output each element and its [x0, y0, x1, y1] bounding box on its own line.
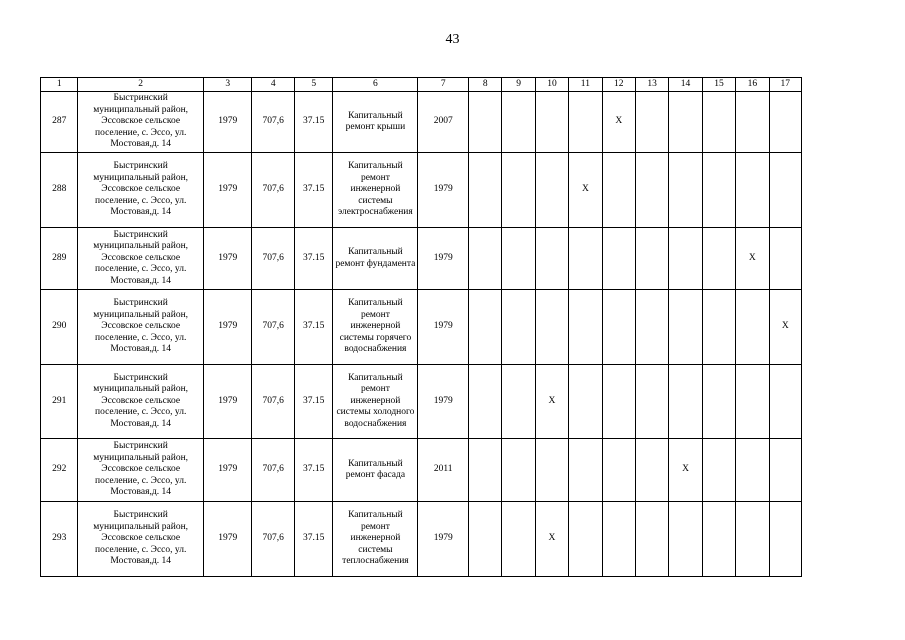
row-number: 292 — [41, 439, 78, 502]
area-cell: 707,6 — [252, 365, 295, 439]
period-mark-cell — [635, 92, 668, 153]
build-year-cell: 1979 — [203, 228, 252, 290]
wear-cell: 37.15 — [294, 228, 332, 290]
area-cell: 707,6 — [252, 290, 295, 365]
table-row — [41, 290, 802, 365]
row-number: 288 — [41, 153, 78, 228]
period-mark-cell — [769, 92, 801, 153]
column-header: 5 — [294, 78, 332, 92]
table-row — [41, 502, 802, 577]
period-mark-cell — [569, 92, 602, 153]
period-mark-cell — [635, 153, 668, 228]
period-mark-cell — [736, 365, 769, 439]
column-header: 15 — [702, 78, 735, 92]
period-mark-cell — [702, 365, 735, 439]
column-header: 13 — [635, 78, 668, 92]
period-mark-cell — [769, 365, 801, 439]
repair-table — [40, 77, 802, 577]
header-row — [41, 78, 802, 92]
row-number: 290 — [41, 290, 78, 365]
period-mark-cell — [502, 290, 535, 365]
period-mark-cell — [502, 92, 535, 153]
period-mark-cell — [702, 502, 735, 577]
wear-cell: 37.15 — [294, 365, 332, 439]
wear-cell: 37.15 — [294, 502, 332, 577]
period-mark-cell — [602, 153, 635, 228]
work-type-cell: Капитальный ремонт инженерной системы теплоснабжения — [333, 502, 418, 577]
period-mark-cell — [469, 228, 502, 290]
address-cell: Быстринский муниципальный район, Эссовское сельское поселение, с. Эссо, ул. Мостовая,д. 14 — [78, 153, 203, 228]
work-type-cell: Капитальный ремонт инженерной системы горячего водоснабжения — [333, 290, 418, 365]
period-mark-cell: X — [535, 365, 568, 439]
last-repair-year-cell: 2011 — [418, 439, 469, 502]
build-year-cell: 1979 — [203, 153, 252, 228]
period-mark-cell — [669, 502, 702, 577]
table-row — [41, 439, 802, 502]
period-mark-cell — [769, 153, 801, 228]
build-year-cell: 1979 — [203, 365, 252, 439]
period-mark-cell: X — [602, 92, 635, 153]
last-repair-year-cell: 1979 — [418, 153, 469, 228]
period-mark-cell — [669, 228, 702, 290]
period-mark-cell — [569, 290, 602, 365]
period-mark-cell — [669, 92, 702, 153]
period-mark-cell — [469, 365, 502, 439]
period-mark-cell — [535, 153, 568, 228]
build-year-cell: 1979 — [203, 439, 252, 502]
last-repair-year-cell: 1979 — [418, 365, 469, 439]
area-cell: 707,6 — [252, 92, 295, 153]
address-cell: Быстринский муниципальный район, Эссовское сельское поселение, с. Эссо, ул. Мостовая,д. 14 — [78, 92, 203, 153]
period-mark-cell — [702, 92, 735, 153]
period-mark-cell — [535, 439, 568, 502]
period-mark-cell — [736, 92, 769, 153]
period-mark-cell: X — [669, 439, 702, 502]
column-header: 7 — [418, 78, 469, 92]
period-mark-cell — [602, 502, 635, 577]
page-number: 43 — [445, 32, 460, 47]
period-mark-cell — [635, 502, 668, 577]
column-header: 16 — [736, 78, 769, 92]
period-mark-cell — [769, 502, 801, 577]
last-repair-year-cell: 1979 — [418, 502, 469, 577]
column-header: 1 — [41, 78, 78, 92]
period-mark-cell — [502, 439, 535, 502]
period-mark-cell — [669, 153, 702, 228]
area-cell: 707,6 — [252, 439, 295, 502]
period-mark-cell — [736, 439, 769, 502]
column-header: 12 — [602, 78, 635, 92]
address-cell: Быстринский муниципальный район, Эссовское сельское поселение, с. Эссо, ул. Мостовая,д. 14 — [78, 365, 203, 439]
period-mark-cell — [535, 228, 568, 290]
period-mark-cell — [502, 365, 535, 439]
period-mark-cell — [535, 92, 568, 153]
last-repair-year-cell: 2007 — [418, 92, 469, 153]
period-mark-cell — [469, 290, 502, 365]
period-mark-cell — [736, 502, 769, 577]
period-mark-cell — [502, 502, 535, 577]
build-year-cell: 1979 — [203, 502, 252, 577]
period-mark-cell — [702, 290, 735, 365]
build-year-cell: 1979 — [203, 290, 252, 365]
column-header: 3 — [203, 78, 252, 92]
period-mark-cell: X — [736, 228, 769, 290]
period-mark-cell — [469, 92, 502, 153]
build-year-cell: 1979 — [203, 92, 252, 153]
column-header: 11 — [569, 78, 602, 92]
column-header: 4 — [252, 78, 295, 92]
period-mark-cell — [635, 365, 668, 439]
table-row — [41, 153, 802, 228]
work-type-cell: Капитальный ремонт фундамента — [333, 228, 418, 290]
area-cell: 707,6 — [252, 153, 295, 228]
area-cell: 707,6 — [252, 502, 295, 577]
row-number: 291 — [41, 365, 78, 439]
column-header: 8 — [469, 78, 502, 92]
column-header: 6 — [333, 78, 418, 92]
wear-cell: 37.15 — [294, 290, 332, 365]
row-number: 293 — [41, 502, 78, 577]
period-mark-cell — [469, 502, 502, 577]
period-mark-cell — [769, 439, 801, 502]
last-repair-year-cell: 1979 — [418, 290, 469, 365]
area-cell: 707,6 — [252, 228, 295, 290]
period-mark-cell — [702, 228, 735, 290]
period-mark-cell — [469, 439, 502, 502]
period-mark-cell — [535, 290, 568, 365]
table-row — [41, 365, 802, 439]
period-mark-cell — [669, 365, 702, 439]
period-mark-cell — [736, 153, 769, 228]
row-number: 289 — [41, 228, 78, 290]
period-mark-cell — [569, 228, 602, 290]
period-mark-cell — [769, 228, 801, 290]
period-mark-cell — [702, 153, 735, 228]
table-row — [41, 92, 802, 153]
period-mark-cell — [469, 153, 502, 228]
period-mark-cell — [736, 290, 769, 365]
period-mark-cell: X — [769, 290, 801, 365]
period-mark-cell: X — [535, 502, 568, 577]
work-type-cell: Капитальный ремонт фасада — [333, 439, 418, 502]
period-mark-cell — [569, 365, 602, 439]
address-cell: Быстринский муниципальный район, Эссовское сельское поселение, с. Эссо, ул. Мостовая,д. 14 — [78, 290, 203, 365]
work-type-cell: Капитальный ремонт крыши — [333, 92, 418, 153]
period-mark-cell — [502, 228, 535, 290]
wear-cell: 37.15 — [294, 92, 332, 153]
period-mark-cell: X — [569, 153, 602, 228]
wear-cell: 37.15 — [294, 439, 332, 502]
last-repair-year-cell: 1979 — [418, 228, 469, 290]
period-mark-cell — [635, 439, 668, 502]
period-mark-cell — [569, 502, 602, 577]
period-mark-cell — [669, 290, 702, 365]
period-mark-cell — [602, 365, 635, 439]
row-number: 287 — [41, 92, 78, 153]
period-mark-cell — [635, 228, 668, 290]
period-mark-cell — [502, 153, 535, 228]
table-row — [41, 228, 802, 290]
column-header: 14 — [669, 78, 702, 92]
address-cell: Быстринский муниципальный район, Эссовское сельское поселение, с. Эссо, ул. Мостовая,д. 14 — [78, 228, 203, 290]
column-header: 9 — [502, 78, 535, 92]
wear-cell: 37.15 — [294, 153, 332, 228]
address-cell: Быстринский муниципальный район, Эссовское сельское поселение, с. Эссо, ул. Мостовая,д. 14 — [78, 439, 203, 502]
work-type-cell: Капитальный ремонт инженерной системы холодного водоснабжения — [333, 365, 418, 439]
period-mark-cell — [602, 290, 635, 365]
work-type-cell: Капитальный ремонт инженерной системы электроснабжения — [333, 153, 418, 228]
period-mark-cell — [602, 228, 635, 290]
address-cell: Быстринский муниципальный район, Эссовское сельское поселение, с. Эссо, ул. Мостовая,д. 14 — [78, 502, 203, 577]
period-mark-cell — [569, 439, 602, 502]
column-header: 17 — [769, 78, 801, 92]
period-mark-cell — [702, 439, 735, 502]
column-header: 10 — [535, 78, 568, 92]
period-mark-cell — [602, 439, 635, 502]
period-mark-cell — [635, 290, 668, 365]
column-header: 2 — [78, 78, 203, 92]
